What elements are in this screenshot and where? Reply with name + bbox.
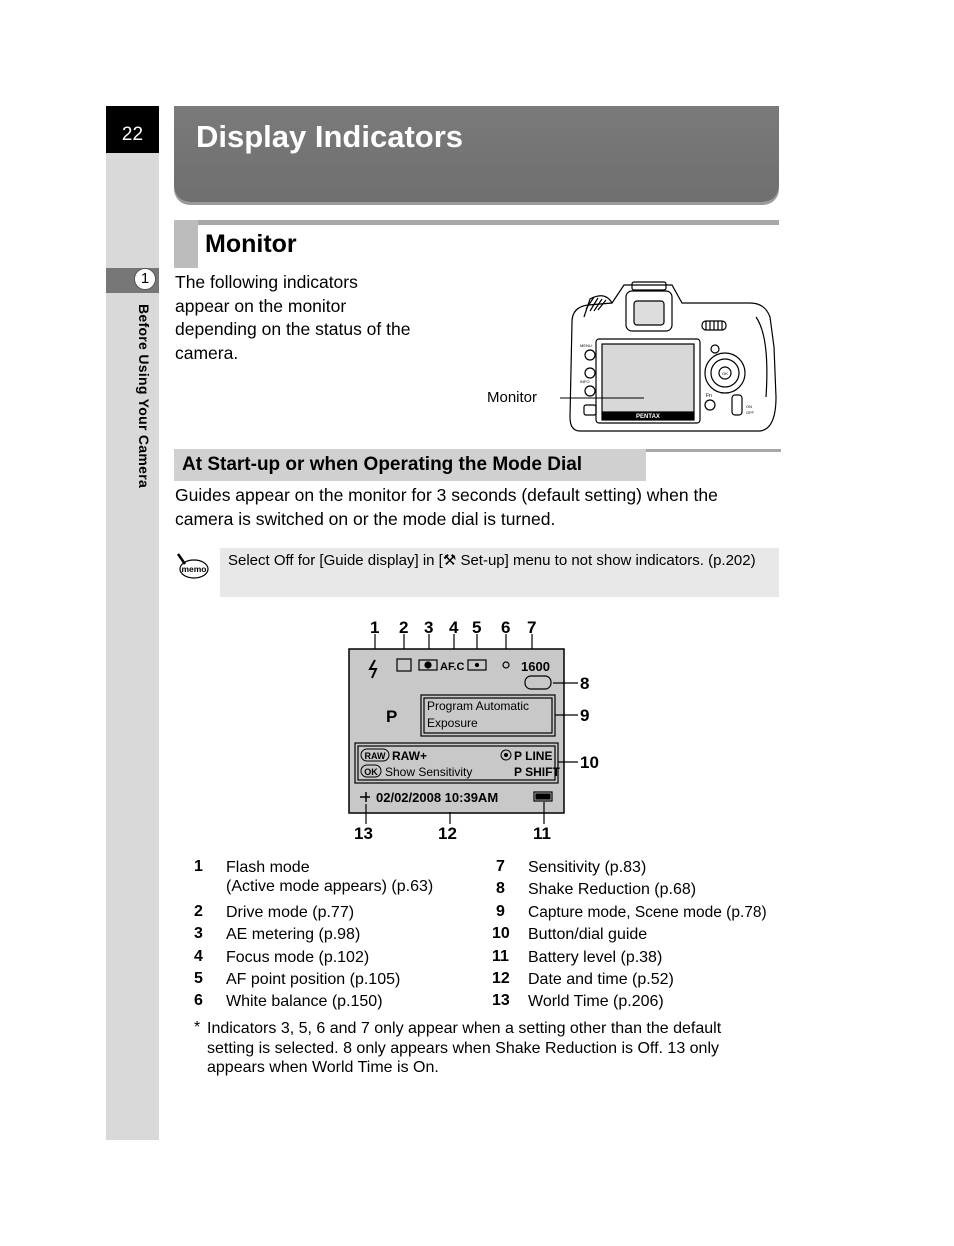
menu-label: MENU xyxy=(580,343,592,348)
diagram-num-6: 6 xyxy=(501,618,511,637)
footnote: Indicators 3, 5, 6 and 7 only appear when a setting other than the default setting is selected. 8 only appears when Shake Reduction is Off. 13 only appears when World Time is On. xyxy=(207,1020,722,1076)
legend-text-2: (Active mode appears) (p.63) xyxy=(226,878,434,895)
section-rule xyxy=(174,220,779,225)
diagram-num-10: 10 xyxy=(580,753,599,772)
legend-num: 8 xyxy=(496,880,505,897)
monitor-callout: Monitor xyxy=(487,389,538,406)
diagram-num-4: 4 xyxy=(449,618,459,637)
fn-label: Fn xyxy=(706,393,712,399)
legend-text: World Time (p.206) xyxy=(528,993,664,1010)
mode-name-line1: Program Automatic xyxy=(427,699,530,713)
legend-num: 13 xyxy=(492,992,510,1009)
legend-num: 2 xyxy=(194,903,203,920)
af-mode: AF.C xyxy=(440,661,465,673)
legend-num: 9 xyxy=(496,903,505,920)
ok-label: OK xyxy=(722,371,728,376)
memo-text: Select Off for [Guide display] in [⚒ Set-up] menu to not show indicators. (p.202) xyxy=(228,552,756,569)
memo-icon xyxy=(175,552,209,582)
intro-text: The following indicators appear on the monitor depending on the status of the camera. xyxy=(175,272,411,363)
legend-num: 10 xyxy=(492,925,510,942)
raw-key: RAW xyxy=(364,751,386,761)
legend-text: Battery level (p.38) xyxy=(528,949,663,966)
camera-back-illustration xyxy=(560,277,780,435)
legend-num: 5 xyxy=(194,970,203,987)
mode-name-line2: Exposure xyxy=(427,716,478,730)
chapter-number: 1 xyxy=(134,268,156,290)
section-heading: Monitor xyxy=(205,230,297,258)
chapter-label: Before Using Your Camera xyxy=(136,304,152,489)
footnote-marker: * xyxy=(194,1019,201,1036)
guides-text: Guides appear on the monitor for 3 seconds (default setting) when the camera is switched on or the mode dial is turned. xyxy=(175,485,718,529)
legend-num: 1 xyxy=(194,858,203,875)
legend-text: Capture mode, Scene mode (p.78) xyxy=(528,904,767,921)
legend-num: 7 xyxy=(496,858,505,875)
section-marker xyxy=(174,220,198,268)
info-label: INFO xyxy=(580,379,590,384)
diagram-num-11: 11 xyxy=(533,824,551,843)
ok-key: OK xyxy=(364,767,378,777)
legend-text: Drive mode (p.77) xyxy=(226,904,355,921)
diagram-num-1: 1 xyxy=(370,618,380,637)
monitor-diagram xyxy=(344,612,614,848)
off-label: OFF xyxy=(746,410,754,415)
on-label: ON xyxy=(746,404,752,409)
legend-num: 3 xyxy=(194,925,203,942)
legend-num: 12 xyxy=(492,970,510,987)
legend-text: AE metering (p.98) xyxy=(226,926,361,943)
mode-letter: P xyxy=(386,707,398,726)
diagram-num-5: 5 xyxy=(472,618,482,637)
diagram-num-9: 9 xyxy=(580,706,590,725)
diagram-num-8: 8 xyxy=(580,674,590,693)
memo-icon-label: memo xyxy=(181,564,207,574)
iso-value: 1600 xyxy=(521,659,550,674)
legend-text: Focus mode (p.102) xyxy=(226,949,370,966)
ok-value: Show Sensitivity xyxy=(385,765,473,779)
page-title: Display Indicators xyxy=(196,119,464,154)
legend-num: 6 xyxy=(194,992,203,1009)
legend-num: 4 xyxy=(194,948,203,965)
diagram-num-7: 7 xyxy=(527,618,537,637)
legend-text: Flash mode xyxy=(226,859,310,876)
page-number: 22 xyxy=(121,124,144,145)
legend-num: 11 xyxy=(492,948,509,965)
diagram-num-3: 3 xyxy=(424,618,434,637)
legend-text: White balance (p.150) xyxy=(226,993,383,1010)
legend-text: Sensitivity (p.83) xyxy=(528,859,647,876)
legend-text: AF point position (p.105) xyxy=(226,971,401,988)
legend-text: Button/dial guide xyxy=(528,926,648,943)
raw-value: RAW+ xyxy=(392,749,428,763)
brand-label: PENTAX xyxy=(636,414,660,420)
p-line: P LINE xyxy=(514,749,553,763)
diagram-num-13: 13 xyxy=(354,824,373,843)
diagram-num-2: 2 xyxy=(399,618,409,637)
diagram-num-12: 12 xyxy=(438,824,457,843)
legend-text: Shake Reduction (p.68) xyxy=(528,881,697,898)
subsection-heading: At Start-up or when Operating the Mode Dial xyxy=(182,454,583,475)
datetime: 02/02/2008 10:39AM xyxy=(376,790,499,805)
sidebar xyxy=(106,106,159,1140)
legend-text: Date and time (p.52) xyxy=(528,971,674,988)
p-shift: P SHIFT xyxy=(514,765,560,779)
